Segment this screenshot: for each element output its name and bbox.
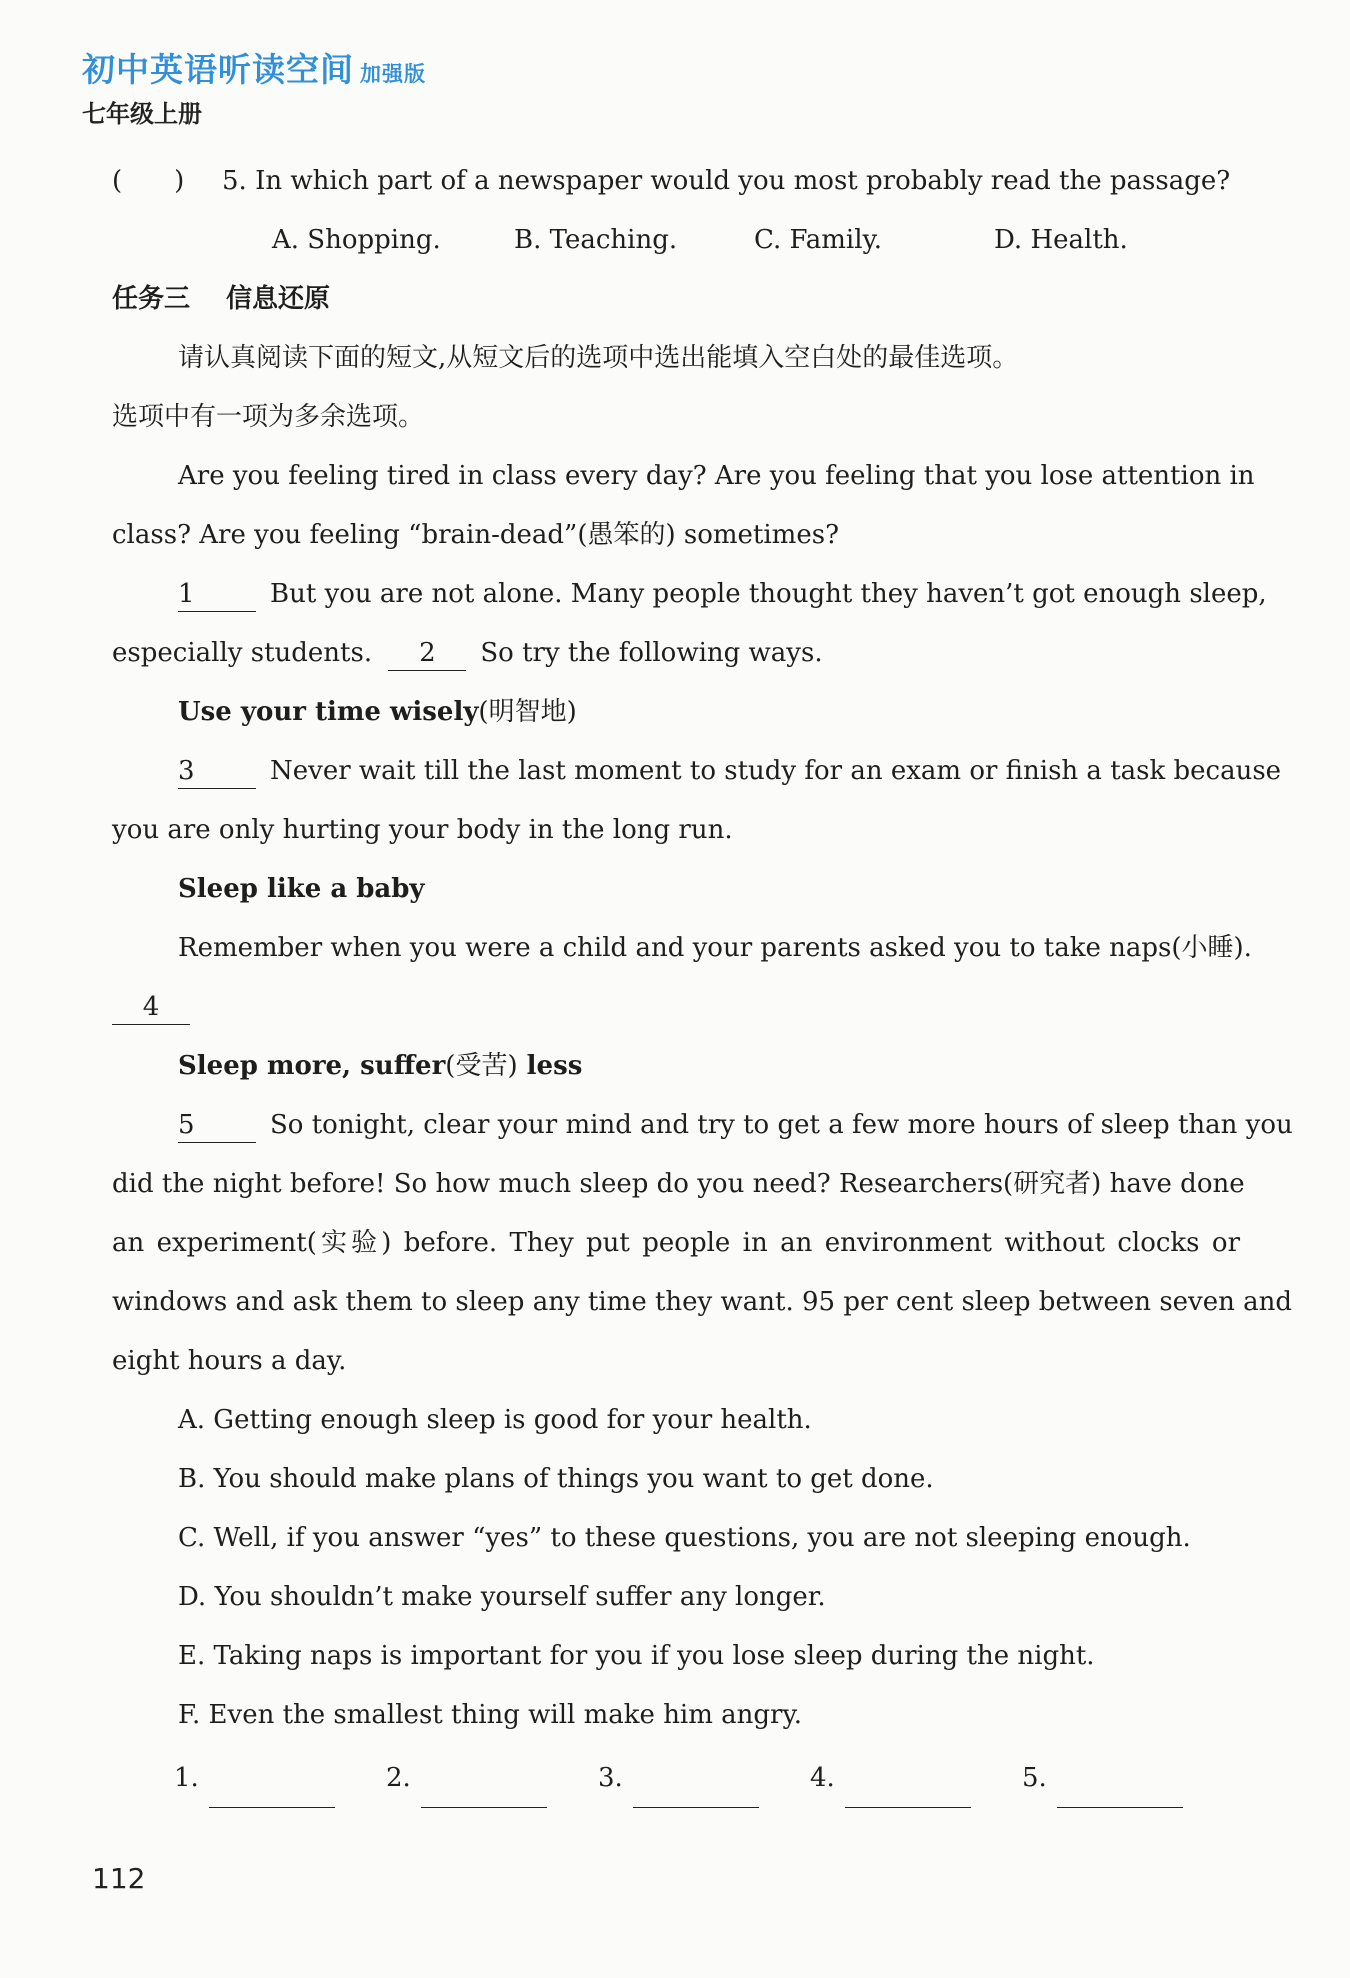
answer-slot-2[interactable] <box>386 1749 598 1808</box>
task-3-subtitle: 信息还原 <box>226 284 331 314</box>
section-heading-1 <box>112 683 1240 742</box>
section-heading-3 <box>112 1037 1240 1096</box>
page-content <box>112 152 1293 1808</box>
page-number: 112 <box>92 1862 146 1895</box>
blank-2[interactable]: 2 <box>388 636 466 671</box>
series-subtitle: 加强版 <box>360 62 426 86</box>
passage-text: But you are not alone. Many people thought they haven’t got enough sleep, <box>270 579 1267 609</box>
answer-label: 5. <box>1022 1763 1047 1793</box>
answer-label: 2. <box>386 1763 411 1793</box>
heading-text: Use your time wisely <box>178 697 479 727</box>
answer-label: 3. <box>598 1763 623 1793</box>
question-stem: 5. In which part of a newspaper would you most probably read the passage? <box>222 166 1231 196</box>
passage-line: windows and ask them to sleep any time they want. 95 per cent sleep between seven and <box>112 1287 1293 1317</box>
series-title <box>82 44 426 91</box>
task-3-title: 任务三 <box>112 284 191 314</box>
answer-row <box>112 1749 1240 1808</box>
passage-line: Remember when you were a child and your parents asked you to take naps(小睡). <box>178 933 1252 963</box>
passage-line <box>112 565 1267 624</box>
option-a[interactable]: A. Shopping. <box>272 225 441 255</box>
heading-note: (受苦) <box>445 1051 518 1081</box>
answer-underline[interactable] <box>633 1779 759 1808</box>
choice-a: A. Getting enough sleep is good for your health. <box>178 1405 812 1435</box>
answer-slot-4[interactable] <box>810 1749 1022 1808</box>
answer-underline[interactable] <box>209 1779 335 1808</box>
question-5 <box>112 152 1240 211</box>
option-c[interactable]: C. Family. <box>754 225 883 255</box>
task-3-heading <box>112 270 1240 329</box>
answer-underline[interactable] <box>421 1779 547 1808</box>
passage-text: So try the following ways. <box>480 638 823 668</box>
choice-b: B. You should make plans of things you want to get done. <box>178 1464 934 1494</box>
passage-text: So tonight, clear your mind and try to get a few more hours of sleep than you <box>270 1110 1293 1140</box>
answer-slot-1[interactable] <box>174 1749 386 1808</box>
passage-line: did the night before! So how much sleep do you need? Researchers(研究者) have done <box>112 1169 1245 1199</box>
blank-3[interactable]: 3 <box>178 754 256 789</box>
answer-label: 4. <box>810 1763 835 1793</box>
option-d[interactable]: D. Health. <box>994 225 1128 255</box>
passage-line: eight hours a day. <box>112 1346 347 1376</box>
blank-5[interactable]: 5 <box>178 1108 256 1143</box>
answer-slot-3[interactable] <box>598 1749 810 1808</box>
passage-text: especially students. <box>112 638 373 668</box>
passage-line: Are you feeling tired in class every day? Are you feeling that you lose attention in <box>178 461 1255 491</box>
answer-slot-5[interactable] <box>1022 1749 1234 1808</box>
passage-line <box>112 978 1240 1037</box>
answer-label: 1. <box>174 1763 199 1793</box>
passage-line: you are only hurting your body in the long run. <box>112 815 733 845</box>
passage-line <box>112 742 1282 801</box>
answer-paren[interactable]: ( ) <box>112 166 185 196</box>
heading-note: (明智地) <box>478 697 577 727</box>
blank-4[interactable]: 4 <box>112 990 190 1025</box>
passage-line: an experiment(实验) before. They put people in an environment without clocks or <box>112 1228 1240 1258</box>
option-b[interactable]: B. Teaching. <box>514 225 678 255</box>
task-3-instruction-1: 请认真阅读下面的短文,从短文后的选项中选出能填入空白处的最佳选项。 <box>178 343 1019 373</box>
choice-e: E. Taking naps is important for you if you lose sleep during the night. <box>178 1641 1095 1671</box>
task-3-instruction-2: 选项中有一项为多余选项。 <box>112 402 425 432</box>
choice-f: F. Even the smallest thing will make him angry. <box>178 1700 802 1730</box>
grade-label: 七年级上册 <box>82 99 202 128</box>
blank-1[interactable]: 1 <box>178 577 256 612</box>
answer-underline[interactable] <box>1057 1779 1183 1808</box>
passage-line <box>112 624 1240 683</box>
choice-d: D. You shouldn’t make yourself suffer any longer. <box>178 1582 826 1612</box>
question-5-options <box>112 211 1240 270</box>
heading-text: less <box>526 1051 583 1081</box>
section-heading-2: Sleep like a baby <box>178 874 425 904</box>
passage-text: Never wait till the last moment to study for an exam or finish a task because <box>270 756 1282 786</box>
passage-line <box>112 1096 1293 1155</box>
choice-c: C. Well, if you answer “yes” to these questions, you are not sleeping enough. <box>178 1523 1191 1553</box>
heading-text: Sleep more, suffer <box>178 1051 446 1081</box>
series-title-text: 初中英语听读空间 <box>82 50 354 89</box>
passage-line: class? Are you feeling “brain-dead”(愚笨的) sometimes? <box>112 520 840 550</box>
answer-underline[interactable] <box>845 1779 971 1808</box>
